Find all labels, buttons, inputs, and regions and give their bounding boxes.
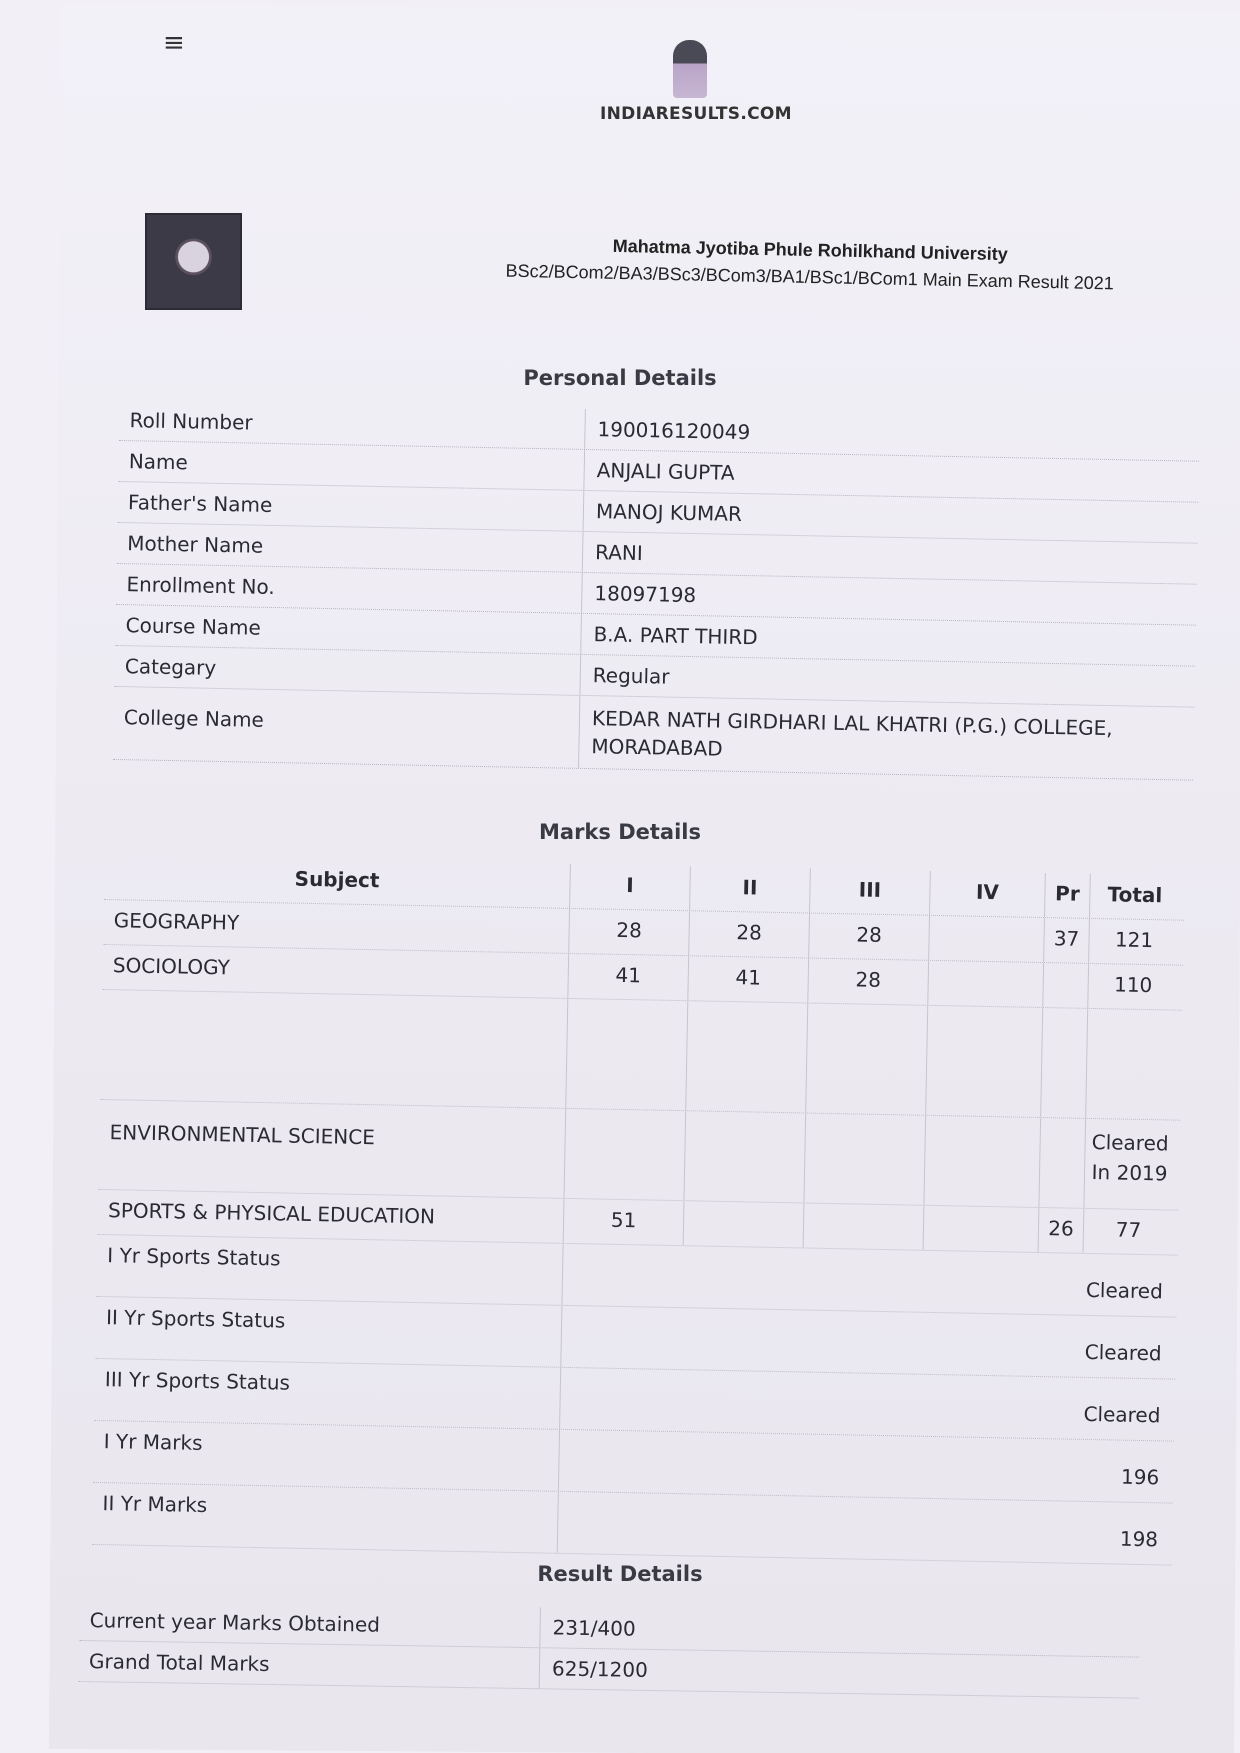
row-value: MANOJ KUMAR bbox=[583, 491, 1199, 543]
personal-details-table bbox=[113, 400, 1200, 781]
marks-total: Cleared In 2019 bbox=[1083, 1119, 1175, 1210]
marks-pr bbox=[1042, 963, 1088, 1008]
marks-ii: 41 bbox=[687, 956, 808, 1002]
row-value: RANI bbox=[582, 532, 1198, 584]
marks-iv bbox=[923, 1206, 1039, 1252]
row-value: 231/400 bbox=[539, 1607, 1140, 1656]
marks-ii bbox=[683, 1201, 804, 1247]
header-iii: III bbox=[809, 869, 930, 915]
marks-iv bbox=[925, 1006, 1042, 1117]
subject-name bbox=[100, 990, 567, 1108]
marks-ii: 28 bbox=[688, 911, 809, 957]
subject-name: ENVIRONMENTAL SCIENCE bbox=[109, 1120, 376, 1150]
status-value: Cleared bbox=[560, 1306, 1176, 1379]
menu-icon[interactable]: ≡ bbox=[163, 28, 185, 58]
result-details-title: Result Details bbox=[537, 1562, 703, 1586]
marks-pr bbox=[1038, 1118, 1085, 1208]
row-value: 190016120049 bbox=[584, 409, 1200, 461]
row-label: Categary bbox=[124, 654, 217, 680]
status-label: II Yr Sports Status bbox=[105, 1305, 286, 1333]
status-value: 198 bbox=[557, 1492, 1173, 1565]
subject-name: SOCIOLOGY bbox=[112, 953, 231, 980]
university-name: Mahatma Jyotiba Phule Rohilkhand University bbox=[612, 235, 1009, 265]
marks-total: 110 bbox=[1087, 964, 1178, 1010]
status-label: I Yr Marks bbox=[103, 1429, 203, 1455]
row-label: Name bbox=[128, 449, 189, 475]
row-label: Roll Number bbox=[129, 408, 253, 435]
row-label: Enrollment No. bbox=[126, 572, 275, 600]
subject-name: GEOGRAPHY bbox=[113, 908, 240, 935]
status-value: Cleared bbox=[559, 1368, 1175, 1441]
result-details-table bbox=[79, 1600, 1140, 1699]
brand-mark-icon bbox=[673, 40, 707, 98]
status-label: II Yr Marks bbox=[102, 1491, 208, 1518]
marks-pr: 37 bbox=[1043, 918, 1089, 963]
marks-iv bbox=[923, 1116, 1040, 1207]
status-value: 196 bbox=[558, 1430, 1174, 1503]
status-label: I Yr Sports Status bbox=[107, 1243, 281, 1271]
header-iv: IV bbox=[929, 871, 1045, 917]
marks-iii: 28 bbox=[808, 914, 929, 960]
marks-iii bbox=[803, 1113, 925, 1204]
marks-details-title: Marks Details bbox=[539, 820, 701, 844]
brand-logo[interactable] bbox=[600, 40, 792, 124]
marks-iv bbox=[927, 961, 1043, 1007]
marks-table bbox=[92, 855, 1185, 1566]
status-label: III Yr Sports Status bbox=[104, 1367, 291, 1395]
marks-total: 77 bbox=[1083, 1209, 1174, 1255]
row-label: Grand Total Marks bbox=[88, 1649, 270, 1676]
row-label: Current year Marks Obtained bbox=[89, 1608, 381, 1637]
marks-ii bbox=[685, 1001, 807, 1112]
marks-i bbox=[565, 999, 687, 1110]
exam-title: BSc2/BCom2/BA3/BSc3/BCom3/BA1/BSc1/BCom1 Main Exam Result 2021 bbox=[505, 260, 1115, 294]
row-label: Father's Name bbox=[127, 490, 273, 517]
row-value: ANJALI GUPTA bbox=[583, 450, 1199, 502]
marks-iii: 28 bbox=[807, 959, 928, 1005]
marks-pr bbox=[1040, 1008, 1087, 1118]
header-total: Total bbox=[1089, 874, 1180, 920]
marks-i: 28 bbox=[568, 909, 689, 955]
header-subject: Subject bbox=[294, 866, 380, 893]
row-value: 18097198 bbox=[581, 573, 1197, 625]
row-value: B.A. PART THIRD bbox=[580, 614, 1196, 666]
marks-i: 51 bbox=[563, 1199, 684, 1245]
table-row bbox=[100, 990, 1182, 1121]
marks-i: 41 bbox=[567, 954, 688, 1000]
row-label: Mother Name bbox=[127, 531, 264, 558]
header-i: I bbox=[569, 864, 690, 910]
university-seal-icon bbox=[145, 213, 242, 310]
marks-i bbox=[564, 1109, 686, 1200]
brand-name: INDIARESULTS.COM bbox=[600, 104, 792, 124]
row-value: KEDAR NATH GIRDHARI LAL KHATRI (P.G.) COLLEGE, MORADABAD bbox=[578, 696, 1194, 780]
marks-pr: 26 bbox=[1038, 1208, 1084, 1253]
row-value: Regular bbox=[579, 655, 1195, 707]
header-pr: Pr bbox=[1044, 873, 1090, 918]
header-ii: II bbox=[689, 866, 810, 912]
row-value: 625/1200 bbox=[539, 1648, 1140, 1697]
row-label: College Name bbox=[123, 705, 265, 732]
row-label: Course Name bbox=[125, 613, 262, 640]
subject-name: SPORTS & PHYSICAL EDUCATION bbox=[107, 1198, 436, 1229]
marks-ii bbox=[683, 1111, 805, 1202]
marks-total: 121 bbox=[1088, 919, 1179, 965]
marks-total bbox=[1085, 1009, 1177, 1120]
status-value: Cleared bbox=[561, 1244, 1177, 1317]
personal-details-title: Personal Details bbox=[523, 366, 717, 390]
marks-iii bbox=[803, 1203, 924, 1249]
marks-iii bbox=[805, 1004, 927, 1115]
marks-iv bbox=[928, 916, 1044, 962]
